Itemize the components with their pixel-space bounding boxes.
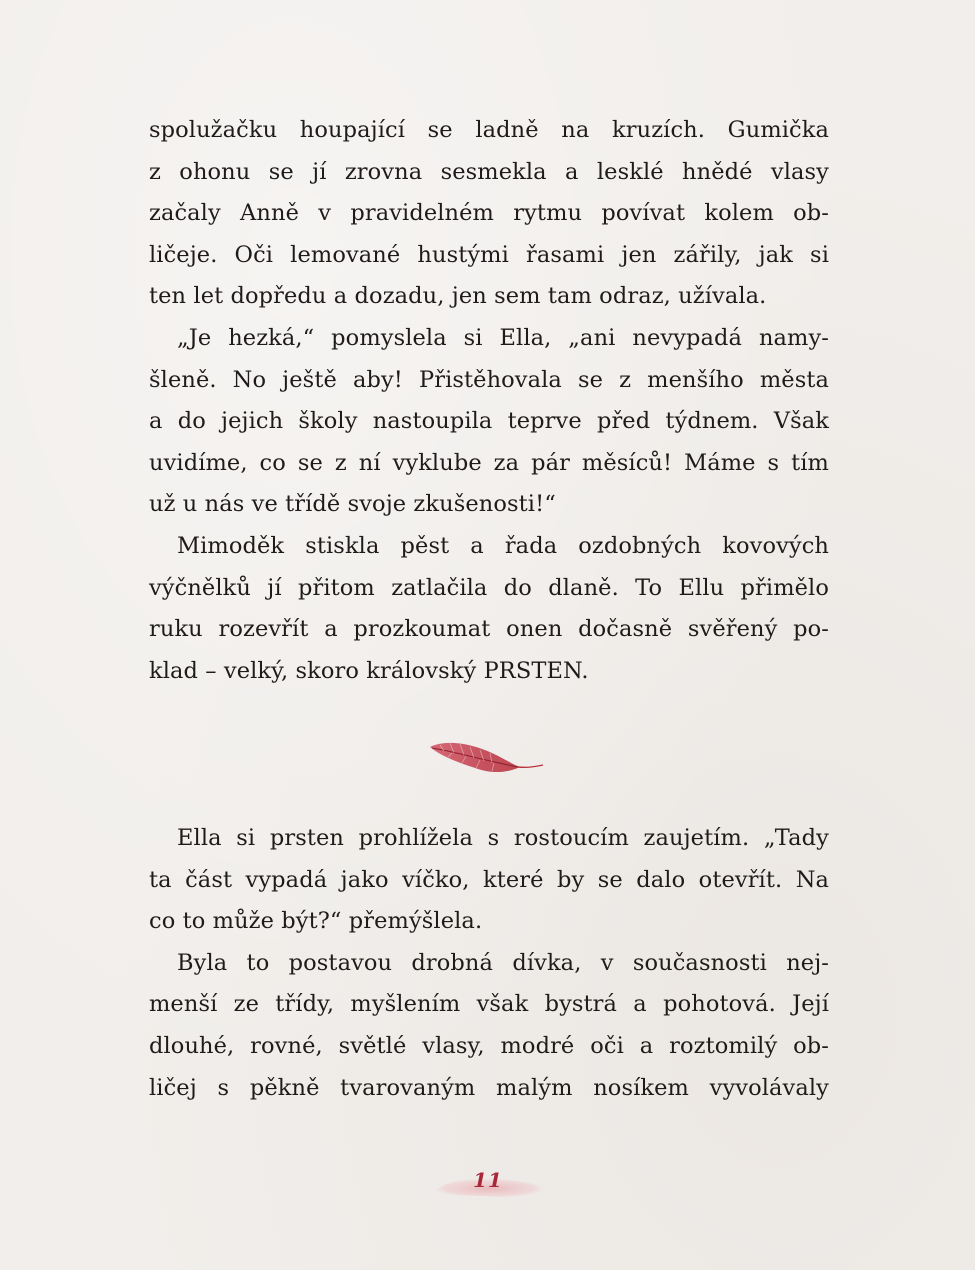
page-number-area [430, 1160, 546, 1206]
text-line: „Je hezká,“ pomyslela si Ella, „ani nevypadá namy- [177, 324, 829, 351]
paragraph-p4 [149, 818, 829, 943]
text-line: ličej s pěkně tvarovaným malým nosíkem vyvolávaly [149, 1074, 829, 1101]
text-line: začaly Anně v pravidelném rytmu povívat kolem ob- [149, 200, 829, 227]
text-section-top [149, 110, 829, 692]
paragraph-p2 [149, 318, 829, 526]
text-line: uvidíme, co se z ní vyklube za pár měsíců! Máme s tím [149, 449, 829, 476]
text-line: Mimoděk stiskla pěst a řada ozdobných kovových [177, 532, 829, 559]
text-line: Ella si prsten prohlížela s rostoucím zaujetím. „Tady [177, 825, 829, 851]
paragraph-p1 [149, 110, 829, 318]
text-line: ličeje. Oči lemované hustými řasami jen zářily, jak si [149, 241, 829, 268]
text-line: výčnělků jí přitom zatlačila do dlaně. To Ellu přimělo [149, 574, 829, 601]
paragraph-p3 [149, 526, 829, 692]
feather-icon [426, 735, 546, 779]
text-line: ta část vypadá jako víčko, které by se dalo otevřít. Na [149, 866, 829, 893]
text-line: už u nás ve třídě svoje zkušenosti!“ [149, 491, 556, 518]
text-line: menší ze třídy, myšlením však bystrá a pohotová. Její [149, 991, 829, 1018]
text-line: klad – velký, skoro královský PRSTEN. [149, 657, 589, 684]
text-line: ruku rozevřít a prozkoumat onen dočasně svěřený po- [149, 616, 829, 643]
text-line: spolužačku houpající se ladně na kruzích. Gumička [149, 117, 829, 143]
text-line: a do jejich školy nastoupila teprve před týdnem. Však [149, 408, 829, 435]
paragraph-p5 [149, 943, 829, 1109]
text-line: co to může být?“ přemýšlela. [149, 908, 483, 935]
text-line: šleně. No ještě aby! Přistěhovala se z menšího města [149, 366, 829, 393]
text-section-bottom [149, 818, 829, 1109]
text-line: ten let dopředu a dozadu, jen sem tam odraz, užívala. [149, 283, 767, 310]
text-line: z ohonu se jí zrovna sesmekla a lesklé hnědé vlasy [149, 158, 829, 185]
text-line: dlouhé, rovné, světlé vlasy, modré oči a roztomilý ob- [149, 1032, 829, 1059]
text-line: Byla to postavou drobná dívka, v současnosti nej- [177, 949, 829, 976]
page-number: 11 [473, 1168, 503, 1192]
